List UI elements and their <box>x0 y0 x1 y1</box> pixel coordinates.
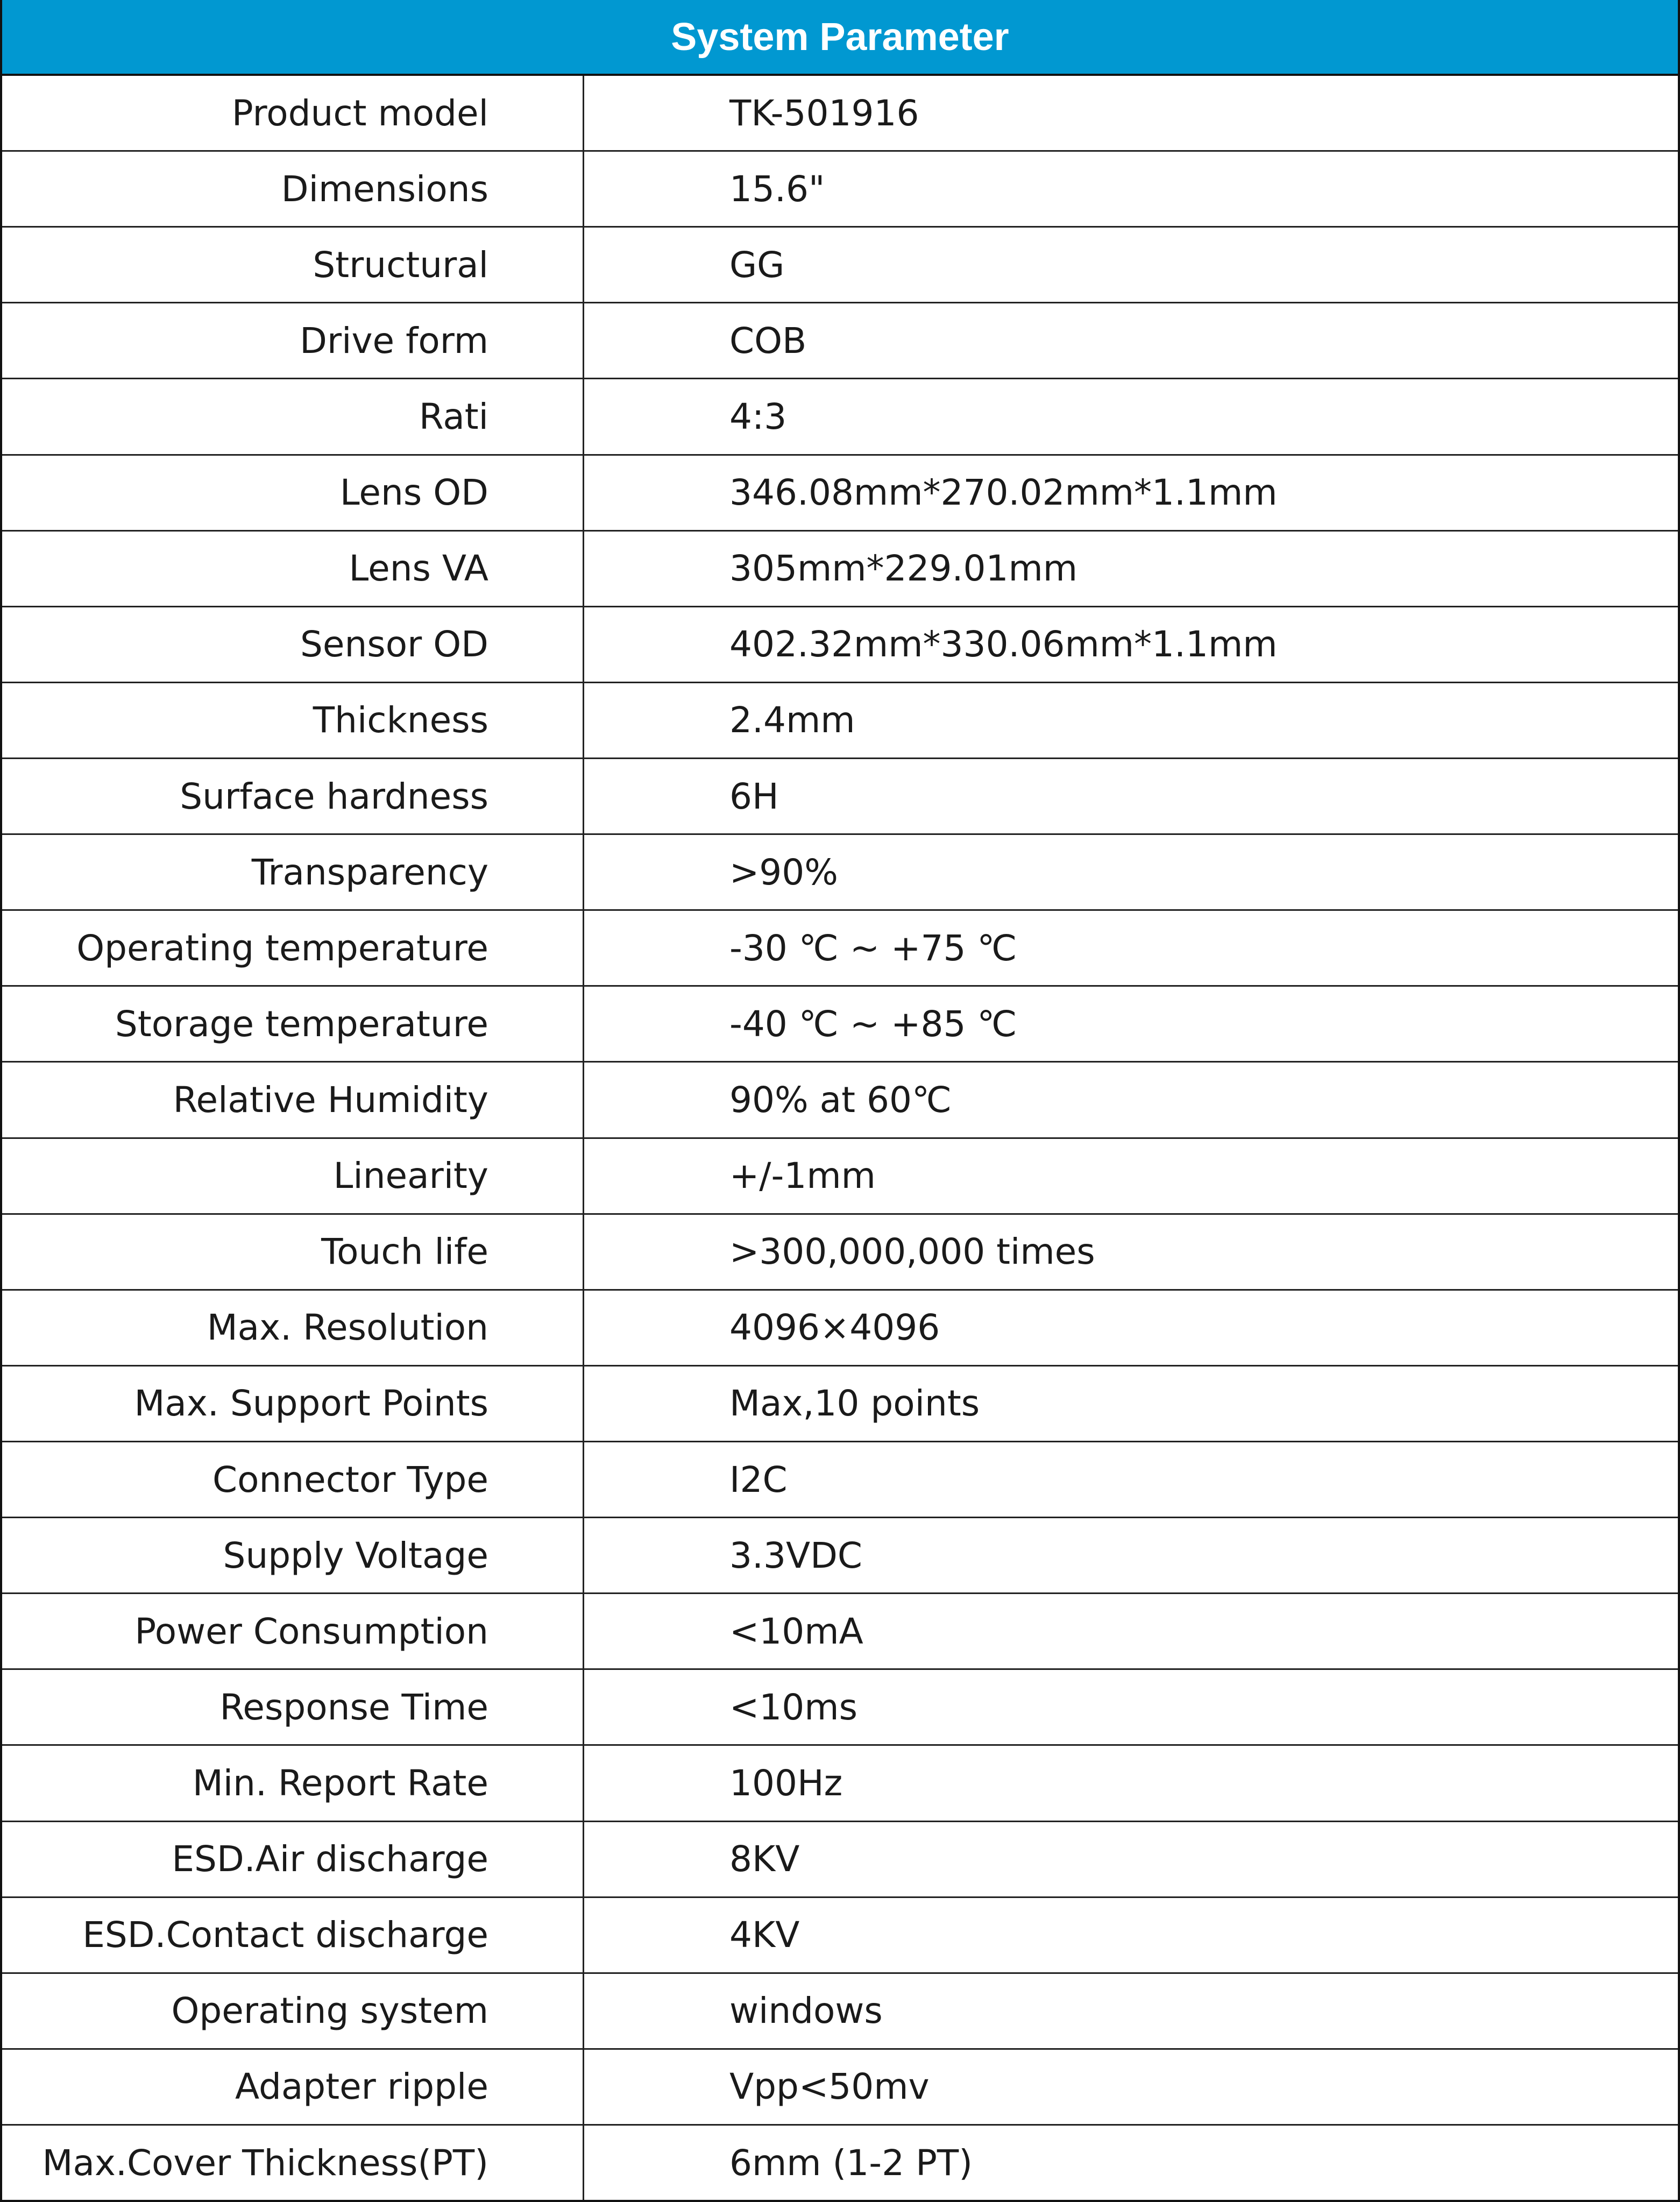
table-row <box>2 228 1678 303</box>
row-label: Lens OD <box>2 456 584 530</box>
row-label: Power Consumption <box>2 1594 584 1668</box>
row-value: -30 ℃ ~ +75 ℃ <box>729 927 1017 969</box>
table-row <box>2 835 1678 911</box>
row-label: Structural <box>2 228 584 302</box>
table-row <box>2 1594 1678 1670</box>
table-body <box>2 76 1678 2200</box>
row-label: Product model <box>2 76 584 150</box>
row-value: +/-1mm <box>729 1155 876 1197</box>
row-value: >300,000,000 times <box>729 1231 1095 1273</box>
row-value: 4KV <box>729 1914 800 1956</box>
row-value: 8KV <box>729 1838 800 1880</box>
row-value: GG <box>729 244 785 286</box>
row-value: 15.6" <box>729 168 825 210</box>
table-row <box>2 683 1678 759</box>
table-row <box>2 456 1678 532</box>
table-title: System Parameter <box>2 0 1678 76</box>
table-row <box>2 2050 1678 2126</box>
row-label: Linearity <box>2 1139 584 1213</box>
table-row <box>2 1670 1678 1746</box>
row-label: Dimensions <box>2 152 584 226</box>
row-value: windows <box>729 1990 883 2032</box>
row-label: Max.Cover Thickness(PT) <box>2 2126 584 2200</box>
table-row <box>2 911 1678 987</box>
row-label: ESD.Air discharge <box>2 1822 584 1896</box>
row-value: <10ms <box>729 1686 857 1728</box>
row-label: Touch life <box>2 1215 584 1289</box>
row-value: 3.3VDC <box>729 1534 863 1576</box>
row-value: Vpp<50mv <box>729 2066 930 2108</box>
row-label: Sensor OD <box>2 607 584 682</box>
table-row <box>2 152 1678 228</box>
row-label: Supply Voltage <box>2 1518 584 1592</box>
row-label: Drive form <box>2 303 584 378</box>
table-row <box>2 1822 1678 1898</box>
table-row <box>2 1366 1678 1442</box>
table-row <box>2 1746 1678 1822</box>
table-row <box>2 1291 1678 1366</box>
table-row <box>2 2126 1678 2200</box>
row-value: 2.4mm <box>729 699 855 741</box>
row-value: 100Hz <box>729 1762 843 1804</box>
row-value: 4:3 <box>729 395 787 437</box>
row-value: 305mm*229.01mm <box>729 548 1078 590</box>
row-label: ESD.Contact discharge <box>2 1898 584 1972</box>
table-row <box>2 1063 1678 1138</box>
row-value: I2C <box>729 1458 788 1500</box>
row-label: Max. Support Points <box>2 1366 584 1441</box>
row-label: Connector Type <box>2 1442 584 1517</box>
table-row <box>2 1215 1678 1291</box>
table-row <box>2 1974 1678 2050</box>
row-label: Storage temperature <box>2 987 584 1061</box>
table-row <box>2 1898 1678 1974</box>
table-row <box>2 1442 1678 1518</box>
row-label: Thickness <box>2 683 584 757</box>
row-label: Adapter ripple <box>2 2050 584 2124</box>
row-label: Max. Resolution <box>2 1291 584 1365</box>
table-row <box>2 532 1678 607</box>
table-row <box>2 987 1678 1063</box>
row-label: Operating temperature <box>2 911 584 985</box>
row-value: -40 ℃ ~ +85 ℃ <box>729 1003 1017 1045</box>
row-label: Relative Humidity <box>2 1063 584 1137</box>
row-label: Min. Report Rate <box>2 1746 584 1820</box>
table-row <box>2 379 1678 455</box>
row-value: Max,10 points <box>729 1383 980 1425</box>
row-value: 90% at 60℃ <box>729 1079 952 1121</box>
row-value: 6mm (1-2 PT) <box>729 2142 973 2184</box>
table-row <box>2 1139 1678 1215</box>
row-value: TK-501916 <box>729 92 919 134</box>
table-row <box>2 76 1678 152</box>
row-label: Lens VA <box>2 532 584 606</box>
row-label: Transparency <box>2 835 584 909</box>
row-value: 6H <box>729 775 779 817</box>
row-label: Operating system <box>2 1974 584 2048</box>
table-row <box>2 759 1678 835</box>
row-value: COB <box>729 320 807 362</box>
row-label: Rati <box>2 379 584 454</box>
row-value: 4096×4096 <box>729 1307 940 1349</box>
row-value: 402.32mm*330.06mm*1.1mm <box>729 624 1278 665</box>
row-value: 346.08mm*270.02mm*1.1mm <box>729 472 1278 514</box>
table-row <box>2 303 1678 379</box>
table-row <box>2 1518 1678 1594</box>
row-value: <10mA <box>729 1610 863 1652</box>
row-value: >90% <box>729 851 838 893</box>
row-label: Response Time <box>2 1670 584 1744</box>
row-label: Surface hardness <box>2 759 584 833</box>
table-row <box>2 607 1678 683</box>
